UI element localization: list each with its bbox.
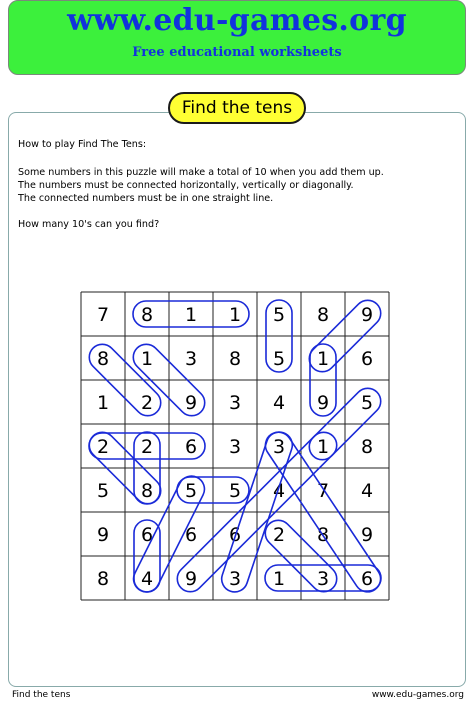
grid-number: 4 [272,480,286,502]
grid-number: 8 [228,348,242,370]
instruction-line: The connected numbers must be in one straight line. [18,193,274,204]
grid-number: 3 [272,436,286,458]
grid-number: 1 [272,568,286,590]
grid-number: 6 [184,436,198,458]
grid-number: 2 [96,436,110,458]
instruction-line: The numbers must be connected horizontally, vertically or diagonally. [18,180,354,191]
grid-number: 3 [228,568,242,590]
grid-number: 9 [360,304,374,326]
grid-number: 8 [316,304,330,326]
grid-number: 4 [140,568,154,590]
grid-number: 6 [184,524,198,546]
grid-number: 6 [360,568,374,590]
grid-number: 3 [228,392,242,414]
grid-number: 5 [228,480,242,502]
grid-number: 4 [360,480,374,502]
grid-number: 7 [96,304,110,326]
grid-number: 1 [184,304,198,326]
site-subtitle: Free educational worksheets [132,45,342,60]
grid-number: 2 [272,524,286,546]
grid-number: 5 [272,348,286,370]
grid-number: 1 [316,348,330,370]
grid-number: 3 [228,436,242,458]
site-title: www.edu-games.org [67,3,407,38]
grid-number: 9 [316,392,330,414]
grid-number: 3 [184,348,198,370]
grid-number: 8 [140,304,154,326]
grid-number: 1 [228,304,242,326]
grid-number: 8 [316,524,330,546]
footer-left: Find the tens [12,690,71,700]
grid-number: 8 [96,568,110,590]
grid-number: 9 [96,524,110,546]
grid-number: 6 [360,348,374,370]
grid-number: 7 [316,480,330,502]
grid-number: 9 [184,568,198,590]
grid-number: 8 [360,436,374,458]
grid-number: 1 [316,436,330,458]
instructions-heading: How to play Find The Tens: [18,139,147,150]
grid-number: 8 [140,480,154,502]
grid-number: 1 [96,392,110,414]
grid-number: 9 [360,524,374,546]
worksheet-title: Find the tens [168,92,306,124]
grid-number: 2 [140,436,154,458]
grid-number: 8 [96,348,110,370]
grid-number: 5 [184,480,198,502]
grid-number: 5 [360,392,374,414]
grid-number: 1 [140,348,154,370]
instruction-line: Some numbers in this puzzle will make a total of 10 when you add them up. [18,167,384,178]
grid-number: 5 [96,480,110,502]
grid-number: 2 [140,392,154,414]
grid-number: 5 [272,304,286,326]
grid-number: 9 [184,392,198,414]
grid-number: 3 [316,568,330,590]
grid-number: 6 [140,524,154,546]
instructions-question: How many 10's can you find? [18,219,160,230]
footer-right: www.edu-games.org [371,690,464,700]
grid-number: 6 [228,524,242,546]
grid-number: 4 [272,392,286,414]
